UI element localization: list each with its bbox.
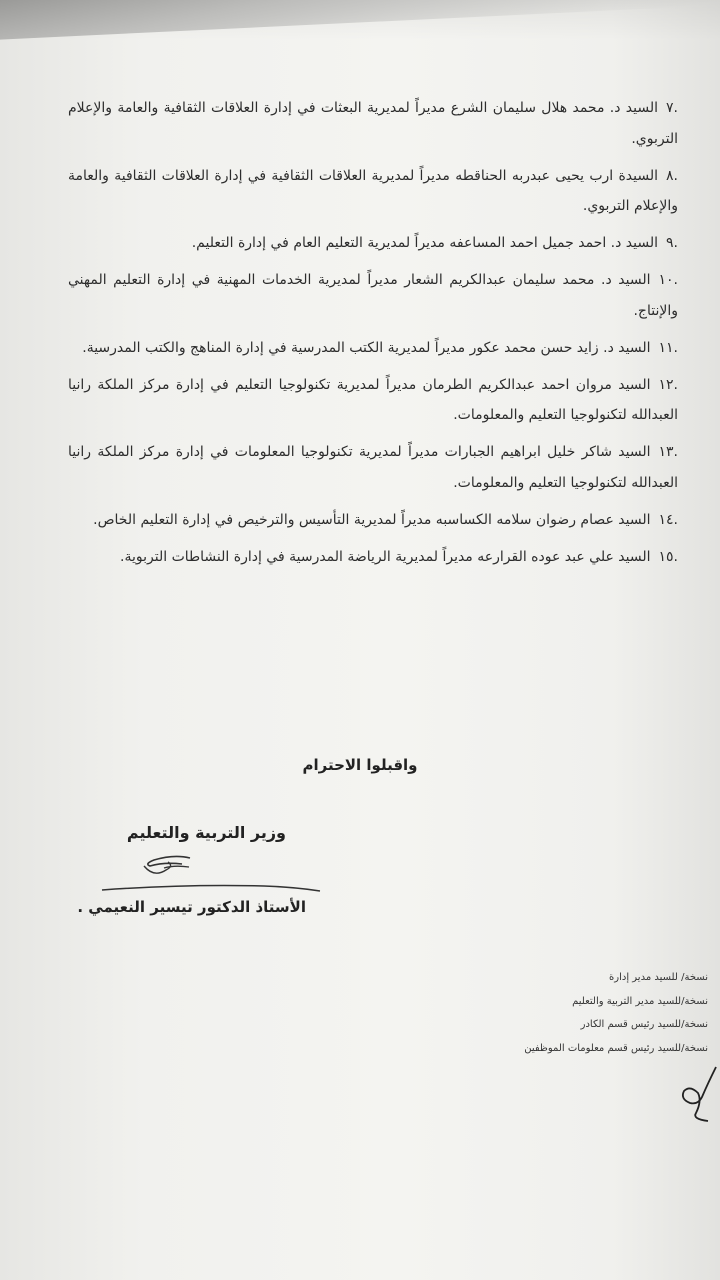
item-text: السيد عصام رضوان سلامه الكساسبه مديراً لمديرية التأسيس والترخيص في إدارة التعليم الخاص.	[93, 511, 651, 528]
item-number: .١١	[658, 339, 678, 356]
item-number: .٩	[666, 235, 678, 251]
signer-name: الأستاذ الدكتور تيسير النعيمي .	[77, 898, 306, 916]
item-text: السيد علي عبد عوده القرارعه مديراً لمديرية الرياضة المدرسية في إدارة النشاطات التربوية.	[120, 548, 651, 565]
handwritten-mark	[668, 1063, 720, 1125]
item-text: السيد د. احمد جميل احمد المساعفه مديراً لمديرية التعليم العام في إدارة التعليم.	[191, 235, 659, 251]
list-item	[68, 370, 678, 431]
list-item	[68, 161, 678, 222]
copy-line: نسخة/ للسيد مدير إدارة	[609, 972, 708, 983]
item-number: .٧	[666, 100, 678, 116]
closing-text: واقبلوا الاحترام	[302, 756, 418, 774]
item-text: السيد د. محمد سليمان عبدالكريم الشعار مديراً لمديرية الخدمات المهنية في إدارة التعليم المهني والإنتاج.	[68, 272, 678, 319]
item-text: السيد د. زايد حسن محمد عكور مديراً لمديرية الكتب المدرسية في إدارة المناهج والكتب المدرسية.	[82, 339, 651, 356]
item-number: .١٥	[658, 548, 678, 565]
item-number: .١٢	[658, 376, 678, 393]
copies-list	[470, 966, 708, 1060]
item-text: السيد شاكر خليل ابراهيم الجبارات مديراً لمديرية تكنولوجيا المعلومات في إدارة مركز الملكة رانيا العبدالله لتكنولوجيا التعليم والمعلومات.	[68, 444, 678, 491]
copy-line: نسخة/للسيد مدير التربية والتعليم	[572, 995, 708, 1007]
item-number: .١٠	[658, 272, 678, 288]
item-number: .١٤	[658, 511, 678, 528]
list-item	[68, 505, 678, 536]
item-text: السيد د. محمد هلال سليمان الشرع مديراً لمديرية البعثات في إدارة العلاقات الثقافية والعامة والإعلام التربوي.	[68, 100, 678, 147]
item-text: السيدة ارب يحيى عبدربه الحناقطه مديراً لمديرية العلاقات الثقافية في إدارة العلاقات الثقافية والعامة والإعلام التربوي.	[68, 167, 678, 214]
closing-line	[0, 756, 720, 774]
appointments-list	[68, 93, 678, 579]
copy-line: نسخة/للسيد رئيس قسم الكادر	[580, 1019, 708, 1030]
item-number: .١٣	[658, 444, 678, 460]
list-item	[68, 542, 678, 573]
list-item	[68, 93, 678, 154]
item-number: .٨	[666, 167, 678, 184]
copy-line: نسخة/للسيد رئيس قسم معلومات الموظفين	[524, 1042, 708, 1054]
list-item	[68, 265, 678, 326]
signature-image	[94, 848, 324, 898]
minister-title: وزير التربية والتعليم	[126, 823, 286, 842]
list-item	[68, 228, 678, 259]
list-item	[68, 437, 678, 498]
list-item	[68, 333, 678, 364]
item-text: السيد مروان احمد عبدالكريم الطرمان مديراً لمديرية تكنولوجيا التعليم في إدارة مركز الملكة رانيا العبدالله لتكنولوجيا التعليم والمعلومات.	[68, 376, 678, 423]
